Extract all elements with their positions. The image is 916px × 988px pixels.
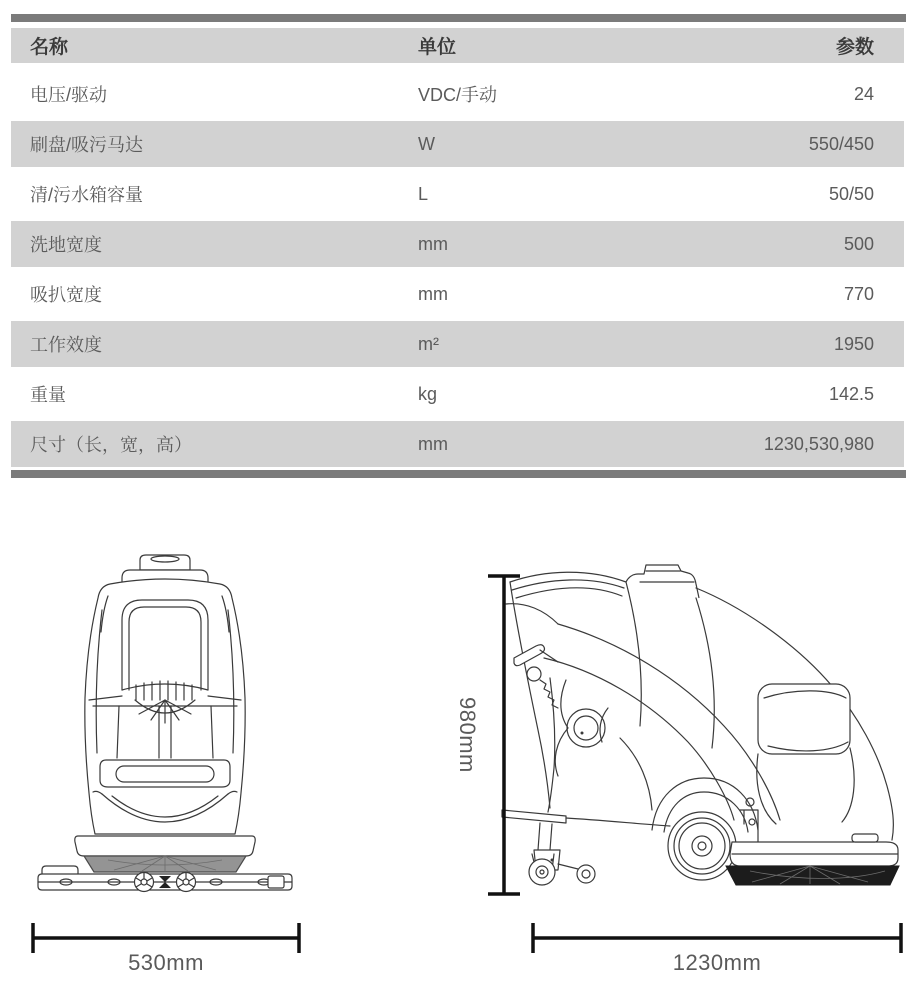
cell-value: 770 [843,283,874,304]
cell-unit: W [418,133,435,154]
front-view-svg [18,548,308,898]
cell-unit: L [418,183,429,204]
cell-name: 清/污水箱容量 [30,185,144,205]
table-row [11,219,904,269]
cell-name: 洗地宽度 [30,235,102,255]
table-row [11,69,904,119]
cell-name: 吸扒宽度 [30,285,102,305]
cell-name: 电压/驱动 [30,85,108,105]
cell-unit: mm [418,283,448,304]
side-view-drawing [500,558,910,908]
cell-value: 550/450 [808,133,874,154]
side-height-dim-line [486,570,522,900]
cell-value: 1230,530,980 [763,433,874,454]
table-row [11,169,904,219]
table-row [11,269,904,319]
header-name: 名称 [30,37,69,58]
side-length-dim-label: 1230mm [672,950,762,975]
header-value: 参数 [835,37,874,58]
cell-unit: VDC/手动 [418,85,498,105]
cell-name: 尺寸（长，宽，高） [30,435,192,455]
cell-value: 50/50 [828,183,874,204]
side-view-svg [500,558,910,908]
cell-name: 重量 [30,385,66,405]
cell-name: 工作效度 [30,335,102,355]
bottom-rule-bar [11,470,906,478]
spec-table [11,28,904,455]
side-height-dim-label: 980mm [455,697,480,773]
header-unit: 单位 [418,37,457,58]
cell-unit: kg [418,383,438,404]
table-row [11,319,904,369]
cell-value: 500 [843,233,874,254]
table-row [11,419,904,469]
cell-unit: mm [418,433,448,454]
cell-unit: mm [418,233,448,254]
table-row [11,119,904,169]
table-row [11,369,904,419]
cell-value: 1950 [833,333,874,354]
front-width-dim-label: 530mm [128,950,204,975]
cell-value: 142.5 [828,383,874,404]
cell-name: 刷盘/吸污马达 [30,135,144,155]
front-view-drawing [18,548,308,898]
top-rule-bar [11,14,906,22]
table-header-row [11,28,904,63]
table-body [11,69,904,469]
cell-unit: m² [418,333,439,354]
cell-value: 24 [853,83,874,104]
